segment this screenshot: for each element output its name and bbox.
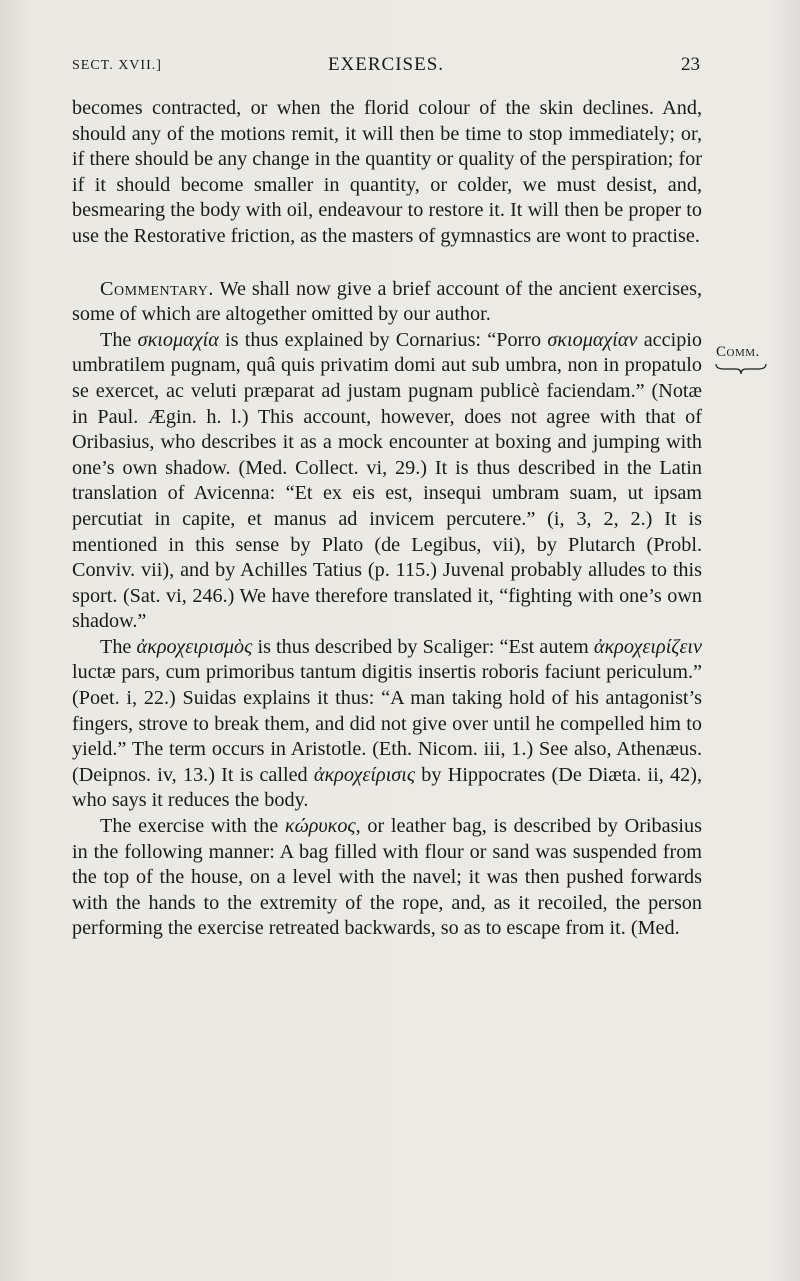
text-run: luctæ pars, cum primoribus tantum digitis insertis roboris faciunt periculum.” (Poet. i, 22.) Suidas explains it thus: “A man taking hold of his antagonist’s fingers, strove to break them, and did not give over until he compelled him to yield.” The term occurs in Aristotle. (Eth. Nicom. iii, 1.) See also, Athenæus. (Deipnos. iv, 13.) It is called xyxy=(72,661,702,786)
paragraph-akrocheirismos xyxy=(72,635,702,814)
margin-brace-icon xyxy=(714,362,768,376)
paragraph-commentary xyxy=(72,277,702,328)
running-title: EXERCISES. xyxy=(327,54,445,75)
running-header xyxy=(72,54,700,82)
text-run: The xyxy=(100,328,138,351)
greek-term: ἀκροχειρίζειν xyxy=(593,635,702,658)
section-marker: SECT. XVII.] xyxy=(72,58,162,73)
text-run: The xyxy=(100,635,137,658)
text-run: is thus explained by Cornarius: “Porro xyxy=(218,328,548,351)
greek-term: ἀκροχειρισμὸς xyxy=(136,635,253,658)
text-run: by Hippocrates (De Diæta. ii, 42), who says it reduces the body. xyxy=(72,763,702,812)
greek-term: σκιομαχίαν xyxy=(547,328,638,351)
commentary-lead: Commentary. xyxy=(100,277,214,300)
greek-term: ἀκροχείρισις xyxy=(313,763,416,786)
text-run: is thus described by Scaliger: “Est autem xyxy=(252,635,594,658)
main-text xyxy=(72,96,702,942)
margin-note: Comm. xyxy=(716,344,760,360)
paragraph-skiomachia xyxy=(72,328,702,635)
text-run: , or leather bag, is described by Oribasius in the following manner: A bag filled with flour or sand was suspended from the top of the house, on a level with the navel; it was then pushed forwards with the hands to the extremity of the rope, and, as it recoiled, the person performing the exercise retreated backwards, so as to escape from it. (Med. xyxy=(72,815,702,940)
greek-term: κώρυκος xyxy=(284,815,356,838)
paragraph-korykos xyxy=(72,814,702,942)
text-run: accipio umbratilem pugnam, quâ quis privatim domi aut sub umbra, non in propatulo se exercet, ac veluti præparat ad justam pugnam publicè faciendam.” (Notæ in Paul. Ægin. h. l.) This account, however, does not agree with that of Oribasius, who describes it as a mock encounter at boxing and jumping with one’s own shadow. (Med. Collect. vi, 29.) It is thus described in the Latin translation of Avicenna: “Et ex eis est, insequi umbram suam, ut ipsam percutiat in capite, et manus ad invicem percutere.” (i, 3, 2, 2.) It is mentioned in this sense by Plato (de Legibus, vii), by Plutarch (Probl. Conviv. vii), and by Achilles Tatius (p. 115.) Juvenal probably alludes to this sport. (Sat. vi, 246.) We have therefore translated it, “fighting with one’s own shadow.” xyxy=(72,328,702,633)
text-run: The exercise with the xyxy=(100,815,285,838)
page-number: 23 xyxy=(681,54,700,75)
greek-term: σκιομαχία xyxy=(137,328,219,351)
commentary-text: We shall now give a brief account of the ancient exercises, some of which are altogether omitted by our author. xyxy=(72,277,702,326)
paragraph-1: becomes contracted, or when the florid colour of the skin declines. And, should any of the motions remit, it will then be time to stop immediately; or, if there should be any change in the quantity or quality of the perspiration; for if it should become smaller in quantity, or colder, we must desist, and, besmearing the body with oil, endeavour to restore it. It will then be proper to use the Restorative friction, as the masters of gymnastics are wont to practise. xyxy=(72,97,702,247)
